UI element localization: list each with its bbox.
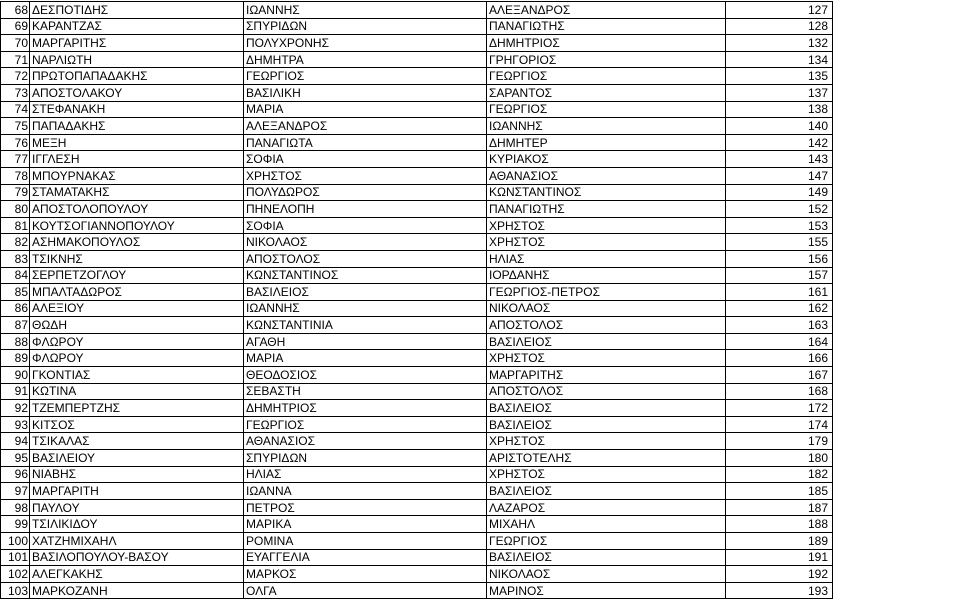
value-cell: 187 [726,499,833,516]
surname-cell: ΤΖΕΜΠΕΡΤΖΗΣ [30,400,244,417]
surname-cell: ΚΩΤΙΝΑ [30,383,244,400]
first-name-cell: ΠΟΛΥΔΩΡΟΣ [244,184,487,201]
row-number-cell: 95 [1,450,30,467]
surname-cell: ΑΣΗΜΑΚΟΠΟΥΛΟΣ [30,234,244,251]
surname-cell: ΣΤΑΜΑΤΑΚΗΣ [30,184,244,201]
father-name-cell: ΧΡΗΣΤΟΣ [487,234,726,251]
row-number-cell: 72 [1,68,30,85]
first-name-cell: ΙΩΑΝΝΗΣ [244,2,487,19]
row-number-cell: 83 [1,250,30,267]
table-row [1,317,833,334]
value-cell: 135 [726,68,833,85]
surname-cell: ΙΓΓΛΕΣΗ [30,151,244,168]
table-row [1,499,833,516]
surname-cell: ΦΛΩΡΟΥ [30,350,244,367]
row-number-cell: 77 [1,151,30,168]
first-name-cell: ΑΓΑΘΗ [244,333,487,350]
surname-cell: ΣΤΕΦΑΝΑΚΗ [30,101,244,118]
table-row [1,333,833,350]
value-cell: 149 [726,184,833,201]
surname-cell: ΜΕΞΗ [30,134,244,151]
father-name-cell: ΜΑΡΙΝΟΣ [487,582,726,599]
row-number-cell: 70 [1,35,30,52]
first-name-cell: ΟΛΓΑ [244,582,487,599]
first-name-cell: ΑΠΟΣΤΟΛΟΣ [244,250,487,267]
value-cell: 172 [726,400,833,417]
surname-cell: ΑΠΟΣΤΟΛΑΚΟΥ [30,84,244,101]
first-name-cell: ΣΠΥΡΙΔΩΝ [244,450,487,467]
value-cell: 152 [726,201,833,218]
father-name-cell: ΧΡΗΣΤΟΣ [487,350,726,367]
surname-cell: ΠΑΥΛΟΥ [30,499,244,516]
first-name-cell: ΜΑΡΙΑ [244,101,487,118]
value-cell: 164 [726,333,833,350]
row-number-cell: 85 [1,284,30,301]
father-name-cell: ΜΑΡΓΑΡΙΤΗΣ [487,367,726,384]
first-name-cell: ΠΕΤΡΟΣ [244,499,487,516]
father-name-cell: ΑΘΑΝΑΣΙΟΣ [487,167,726,184]
table-row [1,450,833,467]
father-name-cell: ΓΕΩΡΓΙΟΣ [487,533,726,550]
surname-cell: ΚΟΥΤΣΟΓΙΑΝΝΟΠΟΥΛΟΥ [30,217,244,234]
first-name-cell: ΙΩΑΝΝΑ [244,483,487,500]
first-name-cell: ΔΗΜΗΤΡΙΟΣ [244,400,487,417]
surname-cell: ΑΠΟΣΤΟΛΟΠΟΥΛΟΥ [30,201,244,218]
surname-cell: ΓΚΟΝΤΙΑΣ [30,367,244,384]
value-cell: 140 [726,118,833,135]
row-number-cell: 94 [1,433,30,450]
row-number-cell: 73 [1,84,30,101]
father-name-cell: ΔΗΜΗΤΕΡ [487,134,726,151]
table-row [1,184,833,201]
surname-cell: ΚΙΤΣΟΣ [30,416,244,433]
first-name-cell: ΓΕΩΡΓΙΟΣ [244,68,487,85]
row-number-cell: 86 [1,300,30,317]
surname-cell: ΜΑΡΚΟΖΑΝΗ [30,582,244,599]
row-number-cell: 92 [1,400,30,417]
records-table-body [1,2,833,599]
row-number-cell: 96 [1,466,30,483]
value-cell: 188 [726,516,833,533]
surname-cell: ΧΑΤΖΗΜΙΧΑΗΛ [30,533,244,550]
father-name-cell: ΓΡΗΓΟΡΙΟΣ [487,51,726,68]
value-cell: 163 [726,317,833,334]
table-row [1,549,833,566]
surname-cell: ΒΑΣΙΛΟΠΟΥΛΟΥ-ΒΑΣΟΥ [30,549,244,566]
value-cell: 161 [726,284,833,301]
father-name-cell: ΚΥΡΙΑΚΟΣ [487,151,726,168]
row-number-cell: 80 [1,201,30,218]
first-name-cell: ΣΠΥΡΙΔΩΝ [244,18,487,35]
father-name-cell: ΓΕΩΡΓΙΟΣ [487,68,726,85]
value-cell: 168 [726,383,833,400]
table-row [1,84,833,101]
value-cell: 191 [726,549,833,566]
first-name-cell: ΠΑΝΑΓΙΩΤΑ [244,134,487,151]
first-name-cell: ΘΕΟΔΟΣΙΟΣ [244,367,487,384]
first-name-cell: ΠΗΝΕΛΟΠΗ [244,201,487,218]
surname-cell: ΜΑΡΓΑΡΙΤΗΣ [30,35,244,52]
first-name-cell: ΧΡΗΣΤΟΣ [244,167,487,184]
row-number-cell: 93 [1,416,30,433]
father-name-cell: ΓΕΩΡΓΙΟΣ-ΠΕΤΡΟΣ [487,284,726,301]
table-row [1,400,833,417]
first-name-cell: ΡΟΜΙΝΑ [244,533,487,550]
father-name-cell: ΒΑΣΙΛΕΙΟΣ [487,483,726,500]
first-name-cell: ΙΩΑΝΝΗΣ [244,300,487,317]
value-cell: 128 [726,18,833,35]
row-number-cell: 90 [1,367,30,384]
surname-cell: ΘΩΔΗ [30,317,244,334]
value-cell: 192 [726,566,833,583]
value-cell: 153 [726,217,833,234]
row-number-cell: 81 [1,217,30,234]
table-row [1,566,833,583]
table-row [1,433,833,450]
row-number-cell: 82 [1,234,30,251]
table-row [1,416,833,433]
table-row [1,250,833,267]
table-row [1,151,833,168]
value-cell: 182 [726,466,833,483]
father-name-cell: ΒΑΣΙΛΕΙΟΣ [487,416,726,433]
father-name-cell: ΧΡΗΣΤΟΣ [487,433,726,450]
first-name-cell: ΜΑΡΙΚΑ [244,516,487,533]
row-number-cell: 79 [1,184,30,201]
surname-cell: ΤΣΙΛΙΚΙΔΟΥ [30,516,244,533]
value-cell: 157 [726,267,833,284]
first-name-cell: ΚΩΝΣΤΑΝΤΙΝΙΑ [244,317,487,334]
value-cell: 167 [726,367,833,384]
first-name-cell: ΝΙΚΟΛΑΟΣ [244,234,487,251]
first-name-cell: ΣΕΒΑΣΤΗ [244,383,487,400]
table-row [1,483,833,500]
row-number-cell: 101 [1,549,30,566]
row-number-cell: 97 [1,483,30,500]
row-number-cell: 78 [1,167,30,184]
table-row [1,383,833,400]
father-name-cell: ΚΩΝΣΤΑΝΤΙΝΟΣ [487,184,726,201]
table-row [1,68,833,85]
row-number-cell: 89 [1,350,30,367]
father-name-cell: ΛΑΖΑΡΟΣ [487,499,726,516]
table-row [1,234,833,251]
first-name-cell: ΔΗΜΗΤΡΑ [244,51,487,68]
row-number-cell: 75 [1,118,30,135]
surname-cell: ΔΕΣΠΟΤΙΔΗΣ [30,2,244,19]
first-name-cell: ΓΕΩΡΓΙΟΣ [244,416,487,433]
father-name-cell: ΠΑΝΑΓΙΩΤΗΣ [487,201,726,218]
table-row [1,300,833,317]
value-cell: 179 [726,433,833,450]
father-name-cell: ΔΗΜΗΤΡΙΟΣ [487,35,726,52]
table-row [1,516,833,533]
surname-cell: ΤΣΙΚΑΛΑΣ [30,433,244,450]
value-cell: 193 [726,582,833,599]
table-row [1,217,833,234]
value-cell: 166 [726,350,833,367]
father-name-cell: ΓΕΩΡΓΙΟΣ [487,101,726,118]
row-number-cell: 98 [1,499,30,516]
father-name-cell: ΑΠΟΣΤΟΛΟΣ [487,317,726,334]
father-name-cell: ΗΛΙΑΣ [487,250,726,267]
father-name-cell: ΑΡΙΣΤΟΤΕΛΗΣ [487,450,726,467]
table-row [1,367,833,384]
value-cell: 143 [726,151,833,168]
row-number-cell: 102 [1,566,30,583]
value-cell: 185 [726,483,833,500]
first-name-cell: ΣΟΦΙΑ [244,217,487,234]
row-number-cell: 71 [1,51,30,68]
father-name-cell: ΑΠΟΣΤΟΛΟΣ [487,383,726,400]
surname-cell: ΝΙΑΒΗΣ [30,466,244,483]
table-row [1,582,833,599]
table-row [1,2,833,19]
table-row [1,533,833,550]
value-cell: 180 [726,450,833,467]
surname-cell: ΑΛΕΞΙΟΥ [30,300,244,317]
father-name-cell: ΧΡΗΣΤΟΣ [487,217,726,234]
value-cell: 138 [726,101,833,118]
surname-cell: ΑΛΕΓΚΑΚΗΣ [30,566,244,583]
first-name-cell: ΠΟΛΥΧΡΟΝΗΣ [244,35,487,52]
father-name-cell: ΠΑΝΑΓΙΩΤΗΣ [487,18,726,35]
table-row [1,201,833,218]
table-row [1,167,833,184]
father-name-cell: ΙΩΑΝΝΗΣ [487,118,726,135]
first-name-cell: ΜΑΡΙΑ [244,350,487,367]
value-cell: 162 [726,300,833,317]
surname-cell: ΠΡΩΤΟΠΑΠΑΔΑΚΗΣ [30,68,244,85]
first-name-cell: ΣΟΦΙΑ [244,151,487,168]
table-row [1,284,833,301]
surname-cell: ΠΑΠΑΔΑΚΗΣ [30,118,244,135]
surname-cell: ΣΕΡΠΕΤΖΟΓΛΟΥ [30,267,244,284]
first-name-cell: ΒΑΣΙΛΙΚΗ [244,84,487,101]
row-number-cell: 88 [1,333,30,350]
row-number-cell: 100 [1,533,30,550]
father-name-cell: ΜΙΧΑΗΛ [487,516,726,533]
row-number-cell: 68 [1,2,30,19]
row-number-cell: 91 [1,383,30,400]
first-name-cell: ΑΘΑΝΑΣΙΟΣ [244,433,487,450]
value-cell: 127 [726,2,833,19]
row-number-cell: 76 [1,134,30,151]
father-name-cell: ΒΑΣΙΛΕΙΟΣ [487,549,726,566]
first-name-cell: ΜΑΡΚΟΣ [244,566,487,583]
father-name-cell: ΧΡΗΣΤΟΣ [487,466,726,483]
table-row [1,134,833,151]
value-cell: 137 [726,84,833,101]
father-name-cell: ΒΑΣΙΛΕΙΟΣ [487,333,726,350]
father-name-cell: ΒΑΣΙΛΕΙΟΣ [487,400,726,417]
first-name-cell: ΑΛΕΞΑΝΔΡΟΣ [244,118,487,135]
surname-cell: ΒΑΣΙΛΕΙΟΥ [30,450,244,467]
table-row [1,18,833,35]
value-cell: 189 [726,533,833,550]
first-name-cell: ΕΥΑΓΓΕΛΙΑ [244,549,487,566]
table-row [1,101,833,118]
father-name-cell: ΝΙΚΟΛΑΟΣ [487,566,726,583]
value-cell: 156 [726,250,833,267]
father-name-cell: ΑΛΕΞΑΝΔΡΟΣ [487,2,726,19]
value-cell: 142 [726,134,833,151]
table-row [1,35,833,52]
row-number-cell: 87 [1,317,30,334]
table-row [1,118,833,135]
value-cell: 132 [726,35,833,52]
value-cell: 147 [726,167,833,184]
first-name-cell: ΚΩΝΣΤΑΝΤΙΝΟΣ [244,267,487,284]
first-name-cell: ΒΑΣΙΛΕΙΟΣ [244,284,487,301]
surname-cell: ΜΠΑΛΤΑΔΩΡΟΣ [30,284,244,301]
value-cell: 134 [726,51,833,68]
value-cell: 174 [726,416,833,433]
value-cell: 155 [726,234,833,251]
table-row [1,350,833,367]
row-number-cell: 103 [1,582,30,599]
surname-cell: ΜΠΟΥΡΝΑΚΑΣ [30,167,244,184]
row-number-cell: 99 [1,516,30,533]
father-name-cell: ΝΙΚΟΛΑΟΣ [487,300,726,317]
father-name-cell: ΣΑΡΑΝΤΟΣ [487,84,726,101]
father-name-cell: ΙΟΡΔΑΝΗΣ [487,267,726,284]
surname-cell: ΚΑΡΑΝΤΖΑΣ [30,18,244,35]
table-row [1,267,833,284]
surname-cell: ΜΑΡΓΑΡΙΤΗ [30,483,244,500]
row-number-cell: 84 [1,267,30,284]
records-table [0,1,833,599]
row-number-cell: 74 [1,101,30,118]
first-name-cell: ΗΛΙΑΣ [244,466,487,483]
surname-cell: ΦΛΩΡΟΥ [30,333,244,350]
row-number-cell: 69 [1,18,30,35]
table-row [1,51,833,68]
table-row [1,466,833,483]
surname-cell: ΝΑΡΛΙΩΤΗ [30,51,244,68]
surname-cell: ΤΣΙΚΝΗΣ [30,250,244,267]
